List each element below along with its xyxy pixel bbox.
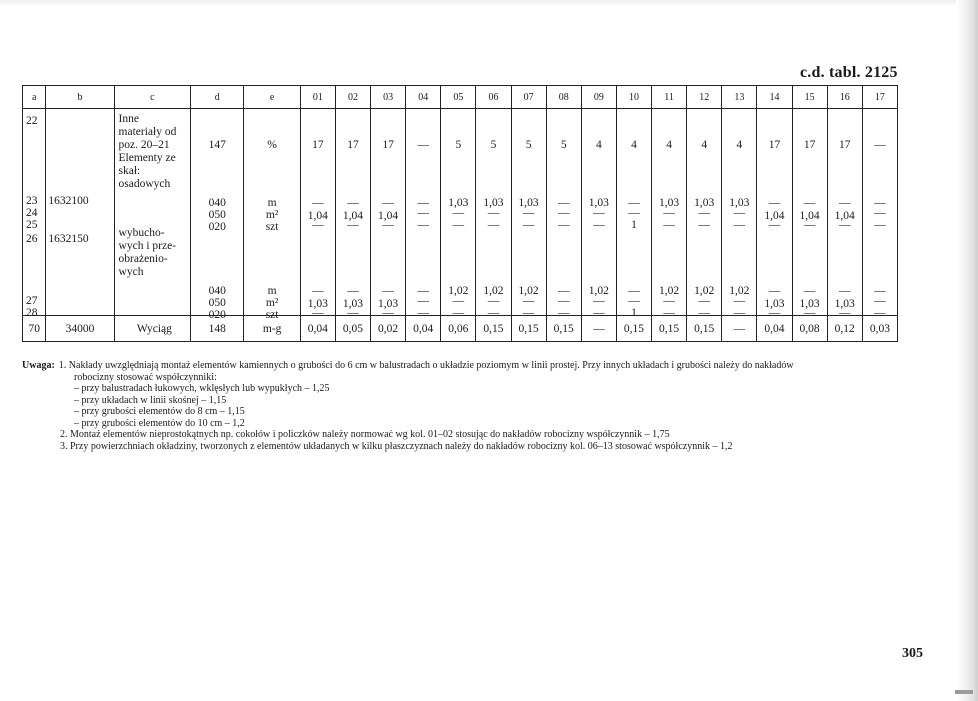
value-cell: — — [838, 219, 851, 231]
note-line: – przy balustradach łukowych, wklęsłych lub wypukłych – 1,25 — [74, 383, 330, 394]
value-cell: 1,03 — [659, 197, 680, 209]
column-header: 08 — [546, 86, 581, 109]
value-cell: 4 — [736, 139, 743, 151]
col-12-cell — [371, 109, 406, 319]
value-cell: — — [663, 307, 675, 319]
column-header: 14 — [757, 86, 792, 109]
value-cell: 1,03 — [307, 298, 328, 310]
foot-value: 0,15 — [687, 316, 722, 342]
col-01-cell — [581, 109, 616, 319]
value-cell: — — [417, 285, 429, 297]
value-cell: — — [487, 219, 500, 231]
col-a-cell — [23, 109, 46, 319]
value-cell: 4 — [666, 139, 672, 151]
item-code: 1632150 — [48, 233, 89, 245]
unit: szt — [265, 221, 279, 233]
column-header: 03 — [371, 86, 406, 109]
value-cell: — — [628, 197, 640, 209]
header-row — [23, 86, 898, 109]
value-cell: — — [487, 207, 500, 219]
notes-block — [22, 360, 902, 452]
value-cell: 1,03 — [342, 298, 364, 310]
column-header: b — [46, 86, 114, 109]
value-cell: — — [593, 219, 605, 231]
value-cell: — — [874, 207, 886, 219]
value-cell: — — [838, 285, 851, 297]
value-cell: 5 — [490, 139, 497, 151]
value-cell: — — [768, 197, 781, 209]
col-09-cell — [862, 109, 897, 319]
code-d: 020 — [208, 221, 226, 233]
col-b-cell — [46, 109, 114, 316]
column-header: d — [191, 86, 244, 109]
value-cell: 5 — [560, 139, 567, 151]
unit: m² — [265, 297, 279, 309]
value-cell: — — [628, 207, 640, 219]
foot-value: 0,12 — [827, 316, 862, 342]
column-header: 16 — [827, 86, 862, 109]
col-02-cell — [616, 109, 651, 319]
value-cell: — — [382, 285, 394, 297]
note-line: robocizny stosować współczynniki: — [74, 371, 217, 383]
foot-value: — — [581, 316, 616, 342]
value-cell: — — [874, 307, 886, 319]
value-cell: — — [733, 219, 746, 231]
value-cell: — — [838, 197, 851, 209]
column-header: 02 — [335, 86, 370, 109]
col-15-cell — [476, 109, 511, 319]
value-cell: — — [417, 295, 429, 307]
value-cell: — — [452, 207, 465, 219]
value-cell: 1,04 — [378, 210, 399, 222]
code-d: 020 — [208, 309, 226, 321]
row-number: 24 — [26, 207, 38, 219]
value-cell: 1,02 — [483, 285, 504, 297]
value-cell: — — [698, 219, 710, 231]
note-line — [22, 360, 902, 372]
foot-value: 0,04 — [300, 316, 335, 342]
value-cell: — — [768, 219, 781, 231]
col-05-cell — [722, 109, 757, 319]
note-line: – przy grubości elementów do 8 cm – 1,15 — [74, 406, 245, 417]
value-cell: — — [312, 307, 324, 319]
value-cell: — — [312, 219, 324, 231]
code-d: 147 — [208, 139, 226, 151]
value-cell: — — [874, 285, 886, 297]
value-cell: 1,04 — [799, 210, 820, 222]
foot-b: 34000 — [46, 316, 114, 342]
value-cell: 1,03 — [518, 197, 539, 209]
col-d-cell — [191, 109, 244, 321]
foot-c: Wyciąg — [114, 316, 191, 342]
col-14-cell — [441, 109, 476, 319]
value-cell: — — [663, 219, 675, 231]
value-cell: 5 — [525, 139, 532, 151]
value-cell: 1,04 — [834, 210, 855, 222]
value-cell: 1,02 — [694, 285, 715, 297]
value-cell: 1,02 — [659, 285, 680, 297]
value-cell: 17 — [347, 139, 359, 151]
foot-value: 0,06 — [441, 316, 476, 342]
page-number: 305 — [902, 646, 923, 661]
code-d: 050 — [208, 297, 226, 309]
value-cell: 17 — [838, 139, 851, 151]
value-cell: — — [312, 285, 324, 297]
column-header: 13 — [722, 86, 757, 109]
value-cell: — — [768, 307, 781, 319]
value-cell: — — [698, 295, 710, 307]
value-cell: 5 — [455, 139, 462, 151]
value-cell: 17 — [803, 139, 816, 151]
page-top-shadow — [0, 0, 978, 6]
value-cell: — — [522, 207, 535, 219]
value-cell: 1,02 — [729, 285, 750, 297]
value-cell: 1,04 — [307, 210, 328, 222]
value-cell: — — [593, 207, 605, 219]
value-cell: 4 — [701, 139, 708, 151]
value-cell: 1 — [631, 219, 637, 231]
unit: m — [267, 285, 277, 297]
value-cell: — — [487, 307, 500, 319]
value-cell: — — [487, 295, 500, 307]
row-number: 22 — [26, 115, 38, 127]
value-cell: — — [698, 307, 710, 319]
note-line: 3. Przy powierzchniach okładziny, tworzonych z elementów układanych w kilku płaszczyznach należy do nakładów robocizny kol. 06–13 stosować współczynnik – 1,2 — [60, 440, 733, 452]
unit: m — [267, 197, 277, 209]
norms-table — [22, 85, 898, 342]
description-text: Inne materiały od poz. 20–21 Elementy ze skał: osadowych wybucho- wych i prze- obrażenio- wych — [118, 113, 177, 278]
value-cell: — — [557, 197, 570, 209]
value-cell: — — [417, 219, 429, 231]
value-cell: — — [557, 219, 570, 231]
value-cell: — — [838, 307, 851, 319]
foot-value: 0,15 — [511, 316, 546, 342]
value-cell: 1,03 — [448, 197, 469, 209]
column-header: 17 — [862, 86, 897, 109]
value-cell: — — [874, 295, 886, 307]
unit: m² — [265, 209, 279, 221]
value-cell: — — [874, 219, 886, 231]
col-17-cell — [546, 109, 581, 319]
value-cell: — — [382, 197, 394, 209]
value-cell: — — [347, 307, 359, 319]
column-header: c — [114, 86, 191, 109]
value-cell: — — [628, 285, 640, 297]
column-header: 09 — [581, 86, 616, 109]
code-d: 040 — [208, 197, 226, 209]
value-cell: 1,03 — [694, 197, 715, 209]
value-cell: — — [557, 295, 570, 307]
value-cell: 1,02 — [518, 285, 539, 297]
value-cell: — — [593, 307, 605, 319]
value-cell: 1,02 — [588, 285, 609, 297]
foot-value: 0,04 — [406, 316, 441, 342]
value-cell: — — [803, 285, 816, 297]
column-header: 07 — [511, 86, 546, 109]
value-cell: — — [803, 219, 816, 231]
foot-a: 70 — [23, 316, 46, 342]
value-cell: — — [557, 207, 570, 219]
value-cell: — — [593, 295, 605, 307]
value-cell: — — [522, 307, 535, 319]
value-cell: — — [417, 197, 429, 209]
foot-value: 0,03 — [862, 316, 897, 342]
unit: szt — [265, 309, 279, 321]
item-code: 1632100 — [48, 195, 89, 207]
foot-e: m-g — [244, 316, 300, 342]
value-cell: 4 — [631, 139, 637, 151]
note-line: 2. Montaż elementów nieprostokątnych np. cokołów i policzków należy normować wg kol. 01–02 stosując do nakładów robocizny współczynnik – 1,75 — [60, 429, 670, 440]
foot-value: 0,15 — [652, 316, 687, 342]
value-cell: — — [347, 219, 359, 231]
value-cell: — — [452, 307, 465, 319]
value-cell: 17 — [768, 139, 781, 151]
table-continuation-title: c.d. tabl. 2125 — [800, 64, 898, 81]
value-cell: — — [522, 295, 535, 307]
col-03-cell — [652, 109, 687, 319]
value-cell: 17 — [312, 139, 324, 151]
value-cell: — — [803, 307, 816, 319]
column-header: 15 — [792, 86, 827, 109]
value-cell: 1,03 — [834, 298, 855, 310]
column-header: a — [23, 86, 46, 109]
column-header: 12 — [687, 86, 722, 109]
value-cell: — — [557, 307, 570, 319]
value-cell: 1,03 — [378, 298, 399, 310]
col-10-cell — [300, 109, 335, 319]
value-cell: 17 — [382, 139, 394, 151]
value-cell: — — [874, 139, 886, 151]
value-cell: — — [452, 295, 465, 307]
row-number: 27 — [26, 295, 38, 307]
column-header: 06 — [476, 86, 511, 109]
col-06-cell — [757, 109, 792, 319]
value-cell: 1,03 — [799, 298, 820, 310]
value-cell: 4 — [595, 139, 602, 151]
value-cell: — — [417, 139, 429, 151]
value-cell: — — [733, 295, 746, 307]
column-header: 01 — [300, 86, 335, 109]
col-c-cell — [114, 109, 191, 316]
column-header: e — [244, 86, 300, 109]
footer-row — [23, 316, 898, 342]
value-cell: — — [347, 285, 359, 297]
column-header: 10 — [616, 86, 651, 109]
column-header: 11 — [652, 86, 687, 109]
col-11-cell — [335, 109, 370, 319]
col-08-cell — [827, 109, 862, 319]
col-16-cell — [511, 109, 546, 319]
foot-value: 0,15 — [546, 316, 581, 342]
foot-value: 0,02 — [371, 316, 406, 342]
value-cell: — — [522, 219, 535, 231]
value-cell: 1,03 — [729, 197, 750, 209]
value-cell: 1,04 — [764, 210, 785, 222]
code-d: 050 — [208, 209, 226, 221]
value-cell: — — [417, 307, 429, 319]
col-07-cell — [792, 109, 827, 319]
column-header: 05 — [441, 86, 476, 109]
col-e-cell — [244, 109, 300, 321]
value-cell: — — [733, 207, 746, 219]
row-number: 25 — [26, 219, 38, 231]
foot-value: 0,05 — [335, 316, 370, 342]
value-cell: — — [417, 207, 429, 219]
value-cell: — — [382, 307, 394, 319]
value-cell: — — [874, 197, 886, 209]
value-cell: 1,04 — [342, 210, 364, 222]
foot-value: 0,04 — [757, 316, 792, 342]
value-cell: 1,03 — [764, 298, 785, 310]
value-cell: — — [382, 219, 394, 231]
value-cell: — — [663, 295, 675, 307]
value-cell: — — [803, 197, 816, 209]
foot-value: — — [722, 316, 757, 342]
data-row — [23, 109, 898, 316]
unit: % — [267, 139, 277, 151]
value-cell: — — [768, 285, 781, 297]
value-cell: — — [628, 295, 640, 307]
value-cell: — — [733, 307, 746, 319]
column-header: 04 — [406, 86, 441, 109]
page-fold-shadow — [956, 0, 978, 701]
foot-d: 148 — [191, 316, 244, 342]
value-cell: 1,02 — [448, 285, 469, 297]
row-number: 26 — [26, 233, 38, 245]
foot-value: 0,08 — [792, 316, 827, 342]
foot-value: 0,15 — [476, 316, 511, 342]
col-04-cell — [687, 109, 722, 319]
scan-corner-mark — [955, 690, 973, 694]
code-d: 040 — [208, 285, 226, 297]
value-cell: 1,03 — [588, 197, 609, 209]
value-cell: — — [698, 207, 710, 219]
row-number: 28 — [26, 307, 38, 319]
col-13-cell — [406, 109, 441, 319]
value-cell: — — [452, 219, 465, 231]
note-label: Uwaga: — [22, 360, 55, 371]
note-line: – przy grubości elementów do 10 cm – 1,2 — [74, 417, 245, 429]
foot-value: 0,15 — [616, 316, 651, 342]
value-cell: — — [557, 285, 570, 297]
value-cell: 1,03 — [483, 197, 504, 209]
note-line: – przy układach w linii skośnej – 1,15 — [74, 394, 227, 406]
note-text: 1. Nakłady uwzględniają montaż elementów kamiennych o grubości do 6 cm w balustradach o układzie poziomym w linii prostej. Przy innych układach i grubości należy do nakładów — [58, 360, 794, 371]
value-cell: 1 — [631, 307, 637, 319]
value-cell: — — [312, 197, 324, 209]
row-number: 23 — [26, 195, 38, 207]
value-cell: — — [347, 197, 359, 209]
value-cell: — — [663, 207, 675, 219]
